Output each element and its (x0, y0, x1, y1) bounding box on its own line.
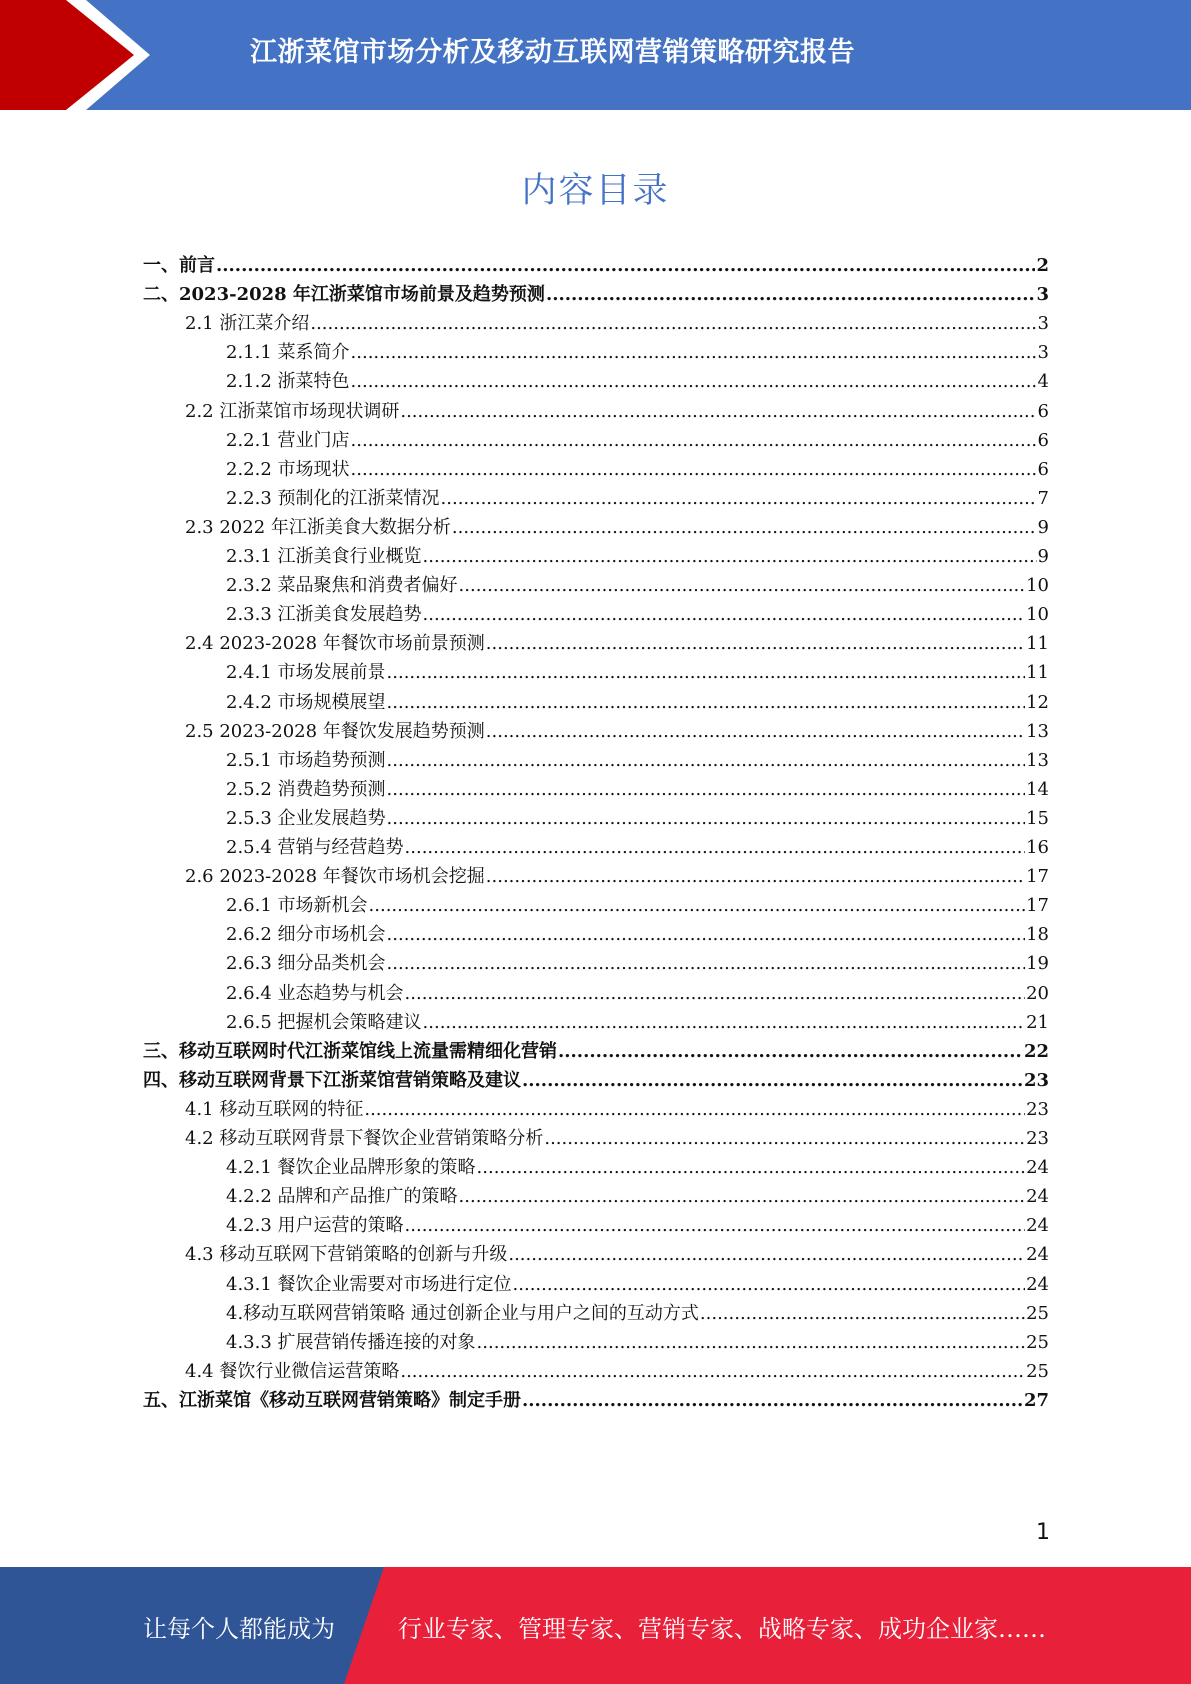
toc-dot-leader (405, 834, 1026, 862)
toc-dot-leader (387, 659, 1026, 687)
toc-dot-leader (351, 427, 1037, 455)
toc-entry-page: 16 (1026, 837, 1049, 858)
toc-entry[interactable] (185, 310, 1049, 338)
toc-entry-label: 二、2023-2028 年江浙菜馆市场前景及趋势预测 (143, 284, 545, 306)
toc-entry-label: 2.5 2023-2028 年餐饮发展趋势预测 (185, 720, 485, 742)
toc-entry[interactable] (226, 1271, 1049, 1299)
toc-entry-label: 2.3.1 江浙美食行业概览 (226, 546, 422, 567)
toc-entry-label: 4.1 移动互联网的特征 (185, 1098, 364, 1120)
toc-entry[interactable] (185, 1358, 1049, 1386)
toc-entry-label: 四、移动互联网背景下江浙菜馆营销策略及建议 (143, 1069, 521, 1091)
toc-entry-label: 2.5.4 营销与经营趋势 (226, 837, 404, 858)
toc-dot-leader (423, 543, 1037, 571)
toc-dot-leader (387, 689, 1026, 717)
footer-slogan-right: 行业专家、管理专家、营销专家、战略专家、成功企业家…… (398, 1615, 1046, 1643)
toc-entry[interactable] (226, 921, 1049, 949)
toc-entry-page: 11 (1026, 633, 1049, 655)
toc-entry-page: 23 (1026, 1128, 1049, 1149)
toc-entry-page: 24 (1026, 1244, 1049, 1266)
toc-entry-page: 14 (1026, 778, 1049, 800)
toc-entry[interactable] (226, 1329, 1049, 1357)
toc-dot-leader (310, 310, 1036, 338)
toc-entry[interactable] (226, 1300, 1049, 1328)
toc-entry[interactable] (226, 689, 1049, 717)
toc-entry[interactable] (226, 1183, 1049, 1211)
footer-banner (0, 1567, 1191, 1684)
toc-dot-leader (522, 1067, 1023, 1095)
toc-entry[interactable] (143, 252, 1049, 280)
toc-entry-label: 4.2 移动互联网背景下餐饮企业营销策略分析 (185, 1128, 544, 1149)
toc-entry[interactable] (143, 1038, 1049, 1066)
toc-entry-label: 2.3.2 菜品聚焦和消费者偏好 (226, 575, 458, 597)
toc-dot-leader (441, 485, 1037, 513)
toc-entry[interactable] (143, 1067, 1049, 1095)
toc-entry-page: 24 (1026, 1273, 1049, 1295)
toc-dot-leader (423, 601, 1026, 629)
toc-dot-leader (351, 456, 1037, 484)
toc-entry-page: 20 (1026, 982, 1049, 1004)
toc-dot-leader (423, 1009, 1026, 1037)
toc-entry[interactable] (226, 747, 1049, 775)
toc-dot-leader (486, 863, 1025, 891)
toc-dot-leader (400, 1358, 1025, 1386)
toc-dot-leader (546, 281, 1036, 309)
toc-entry-label: 三、移动互联网时代江浙菜馆线上流量需精细化营销 (143, 1040, 557, 1062)
toc-entry[interactable] (185, 718, 1049, 746)
toc-entry[interactable] (226, 572, 1049, 600)
toc-entry-label: 4.4 餐饮行业微信运营策略 (185, 1360, 400, 1382)
toc-dot-leader (216, 252, 1035, 280)
toc-entry-page: 3 (1037, 342, 1049, 364)
toc-entry-page: 4 (1037, 371, 1049, 393)
toc-entry[interactable] (226, 601, 1049, 629)
toc-entry-label: 2.1 浙江菜介绍 (185, 313, 310, 335)
toc-entry-label: 2.6.2 细分市场机会 (226, 924, 386, 946)
toc-entry-label: 2.4 2023-2028 年餐饮市场前景预测 (185, 633, 485, 655)
toc-entry-label: 2.2.3 预制化的江浙菜情况 (226, 487, 440, 509)
toc-entry[interactable] (226, 892, 1049, 920)
toc-entry-page: 27 (1023, 1389, 1049, 1411)
toc-entry-page: 2 (1036, 255, 1049, 276)
toc-entry-page: 10 (1026, 604, 1049, 626)
toc-entry-page: 15 (1026, 807, 1049, 829)
toc-entry[interactable] (143, 281, 1049, 309)
toc-dot-leader (387, 950, 1026, 978)
toc-heading: 内容目录 (521, 171, 670, 211)
toc-dot-leader (522, 1387, 1023, 1415)
toc-entry[interactable] (226, 1154, 1049, 1182)
toc-entry-label: 2.6 2023-2028 年餐饮市场机会挖掘 (185, 866, 485, 888)
footer-slogan-left: 让每个人都能成为 (143, 1615, 335, 1643)
toc-entry[interactable] (226, 339, 1049, 367)
toc-entry-page: 25 (1026, 1360, 1049, 1382)
toc-entry-page: 17 (1026, 866, 1049, 888)
toc-dot-leader (477, 1154, 1026, 1182)
toc-entry-label: 2.2.2 市场现状 (226, 458, 350, 480)
toc-entry-label: 2.5.3 企业发展趋势 (226, 807, 386, 829)
toc-dot-leader (477, 1329, 1026, 1357)
toc-dot-leader (351, 368, 1037, 396)
toc-entry-label: 2.5.1 市场趋势预测 (226, 749, 386, 771)
page-number: 1 (1036, 1520, 1050, 1545)
toc-entry-page: 21 (1026, 1011, 1049, 1033)
toc-dot-leader (558, 1038, 1023, 1066)
toc-entry-page: 22 (1023, 1040, 1049, 1062)
toc-dot-leader (513, 1271, 1026, 1299)
toc-entry-page: 3 (1036, 284, 1049, 306)
toc-entry-label: 五、江浙菜馆《移动互联网营销策略》制定手册 (143, 1389, 521, 1411)
toc-entry-page: 9 (1037, 516, 1049, 538)
toc-entry[interactable] (226, 543, 1049, 571)
toc-entry[interactable] (185, 514, 1049, 542)
toc-dot-leader (459, 1183, 1026, 1211)
toc-entry-page: 18 (1026, 924, 1049, 946)
toc-entry-page: 10 (1026, 575, 1049, 597)
toc-entry-label: 2.6.3 细分品类机会 (226, 953, 386, 975)
toc-entry-label: 2.4.2 市场规模展望 (226, 691, 386, 713)
toc-entry-page: 13 (1026, 749, 1049, 771)
toc-entry[interactable] (185, 1241, 1049, 1269)
toc-dot-leader (486, 630, 1025, 658)
toc-dot-leader (459, 572, 1026, 600)
toc-entry-page: 23 (1026, 1098, 1049, 1120)
toc-entry-label: 2.1.1 菜系简介 (226, 342, 350, 364)
toc-entry[interactable] (185, 1125, 1049, 1153)
toc-dot-leader (387, 776, 1026, 804)
toc-entry[interactable] (143, 1387, 1049, 1415)
toc-entry-label: 4.3 移动互联网下营销策略的创新与升级 (185, 1244, 508, 1266)
toc-dot-leader (364, 1096, 1025, 1124)
toc-entry[interactable] (185, 398, 1049, 426)
toc-entry-label: 4.3.1 餐饮企业需要对市场进行定位 (226, 1273, 512, 1295)
toc-entry-page: 24 (1026, 1215, 1049, 1237)
toc-entry[interactable] (185, 630, 1049, 658)
toc-entry[interactable] (226, 368, 1049, 396)
report-title: 江浙菜馆市场分析及移动互联网营销策略研究报告 (250, 37, 855, 68)
toc-entry-page: 24 (1026, 1157, 1049, 1179)
toc-entry-page: 3 (1037, 313, 1049, 335)
toc-entry-label: 2.2 江浙菜馆市场现状调研 (185, 400, 400, 422)
toc-entry[interactable] (185, 863, 1049, 891)
toc-entry-label: 2.5.2 消费趋势预测 (226, 778, 386, 800)
toc-entry-label: 一、前言 (143, 255, 215, 276)
toc-entry-page: 13 (1026, 720, 1049, 742)
toc-entry[interactable] (226, 980, 1049, 1008)
toc-entry-page: 25 (1026, 1302, 1049, 1324)
toc-entry-label: 2.4.1 市场发展前景 (226, 662, 386, 684)
toc-dot-leader (387, 805, 1026, 833)
toc-entry-page: 11 (1026, 662, 1049, 684)
toc-entry-page: 17 (1026, 895, 1049, 917)
toc-entry[interactable] (226, 427, 1049, 455)
toc-entry-label: 4.2.3 用户运营的策略 (226, 1215, 404, 1237)
toc-entry-page: 6 (1037, 429, 1049, 451)
toc-entry-label: 2.6.4 业态趋势与机会 (226, 982, 404, 1004)
toc-entry-label: 2.3 2022 年江浙美食大数据分析 (185, 516, 451, 538)
toc-entry-label: 2.6.1 市场新机会 (226, 895, 368, 917)
toc-dot-leader (486, 718, 1025, 746)
toc-entry-page: 9 (1037, 546, 1049, 567)
toc-dot-leader (452, 514, 1037, 542)
toc-entry-page: 23 (1023, 1069, 1049, 1091)
toc-entry-page: 6 (1037, 458, 1049, 480)
toc-dot-leader (508, 1241, 1025, 1269)
toc-entry[interactable] (226, 776, 1049, 804)
toc-entry-page: 12 (1026, 691, 1049, 713)
toc-entry[interactable] (226, 485, 1049, 513)
toc-entry[interactable] (226, 659, 1049, 687)
toc-dot-leader (544, 1125, 1025, 1153)
toc-entry-label: 2.3.3 江浙美食发展趋势 (226, 604, 422, 626)
toc-entry-label: 2.1.2 浙菜特色 (226, 371, 350, 393)
toc-entry-page: 19 (1026, 953, 1049, 975)
toc-entry-page: 6 (1037, 400, 1049, 422)
toc-entry-page: 7 (1037, 487, 1049, 509)
toc-dot-leader (351, 339, 1037, 367)
toc-entry-page: 25 (1026, 1331, 1049, 1353)
toc-dot-leader (387, 747, 1026, 775)
toc-entry-label: 4.移动互联网营销策略 通过创新企业与用户之间的互动方式 (226, 1302, 699, 1324)
toc-entry[interactable] (226, 456, 1049, 484)
toc-entry-label: 4.2.1 餐饮企业品牌形象的策略 (226, 1157, 476, 1179)
toc-entry[interactable] (226, 1009, 1049, 1037)
toc-entry[interactable] (226, 805, 1049, 833)
toc-dot-leader (405, 1212, 1026, 1240)
toc-entry[interactable] (185, 1096, 1049, 1124)
toc-dot-leader (387, 921, 1026, 949)
toc-entry-page: 24 (1026, 1186, 1049, 1208)
toc-entry[interactable] (226, 834, 1049, 862)
header-chevron-arrow (0, 0, 140, 110)
toc-entry[interactable] (226, 950, 1049, 978)
toc-dot-leader (405, 980, 1026, 1008)
toc-dot-leader (700, 1300, 1025, 1328)
toc-entry[interactable] (226, 1212, 1049, 1240)
toc-dot-leader (400, 398, 1036, 426)
toc-entry-label: 4.3.3 扩展营销传播连接的对象 (226, 1331, 476, 1353)
toc-entry-label: 4.2.2 品牌和产品推广的策略 (226, 1186, 458, 1208)
header-banner (0, 0, 1191, 110)
toc-dot-leader (369, 892, 1026, 920)
toc-entry-label: 2.2.1 营业门店 (226, 429, 350, 451)
toc-entry-label: 2.6.5 把握机会策略建议 (226, 1011, 422, 1033)
